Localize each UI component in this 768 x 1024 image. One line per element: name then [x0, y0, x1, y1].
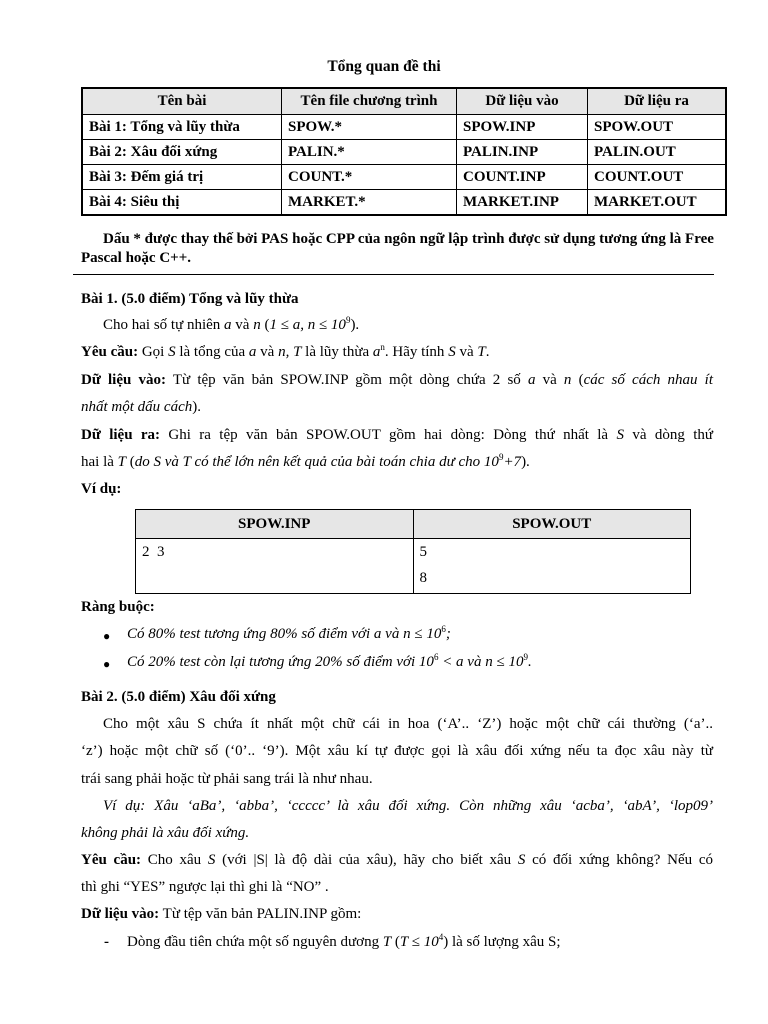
note: nhất một dấu cách [81, 399, 193, 415]
column-header: Tên file chương trình [282, 88, 457, 115]
text: Có 80% test tương ứng 80% số điểm với a và n ≤ 10 [127, 626, 442, 642]
exponent: n [380, 342, 385, 352]
text: Dòng đầu tiên chứa một số nguyên dương [127, 934, 383, 950]
text: . [527, 654, 532, 670]
problem-2-input-item-1 [127, 934, 759, 951]
bullet-icon: ● [103, 629, 111, 643]
table-row [136, 539, 691, 594]
label: Dữ liệu vào: [81, 906, 160, 922]
table-row [82, 190, 726, 216]
var: T [382, 934, 392, 950]
example-output [413, 539, 691, 594]
exponent: 9 [523, 652, 528, 662]
problem-2-desc-1: Cho một xâu S chứa ít nhất một chữ cái in hoa (‘A’.. ‘Z’) hoặc một chữ cái thường (‘a’.. [103, 716, 713, 732]
text: ; [445, 626, 451, 642]
divider [73, 274, 714, 275]
text: và [535, 372, 564, 388]
problem-2-requirement-cont: thì ghi “YES” ngược lại thì ghi là “NO” . [81, 879, 329, 895]
var: a [527, 372, 536, 388]
text: . Hãy tính [384, 344, 449, 360]
heading-text: Bài 1. (5.0 điểm) Tổng và lũy thừa [81, 291, 299, 307]
table-header-row [82, 88, 726, 115]
text: và dòng thứ [623, 427, 713, 443]
table-cell: PALIN.INP [457, 140, 588, 165]
label: Ràng buộc: [81, 599, 155, 615]
table-cell: COUNT.INP [457, 165, 588, 190]
text: là lũy thừa [301, 344, 373, 360]
table-row [82, 115, 726, 140]
text: ). [350, 317, 360, 333]
var: S [168, 344, 176, 360]
label: Yêu cầu: [81, 344, 139, 360]
exponent: 6 [441, 624, 446, 634]
var: n [253, 317, 261, 333]
var: S [616, 427, 624, 443]
table-cell: SPOW.* [282, 115, 457, 140]
var: a [248, 344, 257, 360]
column-header: Dữ liệu vào [457, 88, 588, 115]
page-title: Tổng quan đề thi [327, 58, 441, 75]
table-row [82, 165, 726, 190]
output-line: 8 [419, 570, 427, 586]
table-cell: SPOW.INP [457, 115, 588, 140]
file-extension-note: Dấu * được thay thế bởi PAS hoặc CPP của ngôn ngữ lập trình được sử dụng tương ứng là Free Pascal hoặc C++. [81, 231, 714, 266]
text: ( [126, 454, 135, 470]
example-label [81, 481, 713, 498]
text: và [455, 344, 478, 360]
text: Từ tệp văn bản SPOW.INP gồm một dòng chứa 2 số [165, 372, 528, 388]
column-header: Tên bài [82, 88, 282, 115]
text: Cho xâu [141, 852, 208, 868]
var: S [517, 852, 526, 868]
text: ). [192, 399, 201, 415]
overview-table [81, 87, 727, 216]
text: Có 20% test còn lại tương ứng 20% số điểm với 10 [127, 654, 434, 670]
condition: T ≤ 10 [399, 934, 439, 950]
problem-1-output [81, 427, 713, 444]
table-cell: SPOW.OUT [588, 115, 727, 140]
column-header: SPOW.INP [136, 510, 414, 539]
problem-2-input [81, 906, 713, 923]
exponent: 9 [345, 315, 351, 325]
table-cell: Bài 1: Tổng và lũy thừa [82, 115, 282, 140]
var: a [372, 344, 381, 360]
problem-2-requirement [81, 852, 713, 869]
problem-1-output-cont [81, 454, 713, 471]
label: Ví dụ: [81, 481, 122, 497]
text: là tổng của [175, 344, 249, 360]
exponent: 6 [433, 652, 439, 662]
text: ( [260, 317, 270, 333]
text: và [256, 344, 279, 360]
constraint-1 [127, 626, 759, 643]
dash-marker: - [104, 934, 109, 950]
problem-2-example-1: Ví dụ: Xâu ‘aBa’, ‘abba’, ‘ccccc’ là xâu đối xứng. Còn những xâu ‘acba’, ‘abA’, ‘lop09’ [103, 798, 713, 814]
output-line: 5 [419, 544, 427, 560]
var: n, T [278, 344, 302, 360]
problem-1-heading [81, 291, 713, 308]
text: hai là [81, 454, 118, 470]
table-cell: COUNT.* [282, 165, 457, 190]
text: . [485, 344, 490, 360]
text: ). [521, 454, 530, 470]
column-header: SPOW.OUT [413, 510, 691, 539]
problem-1-input [81, 372, 713, 389]
table-cell: MARKET.OUT [588, 190, 727, 216]
label: Yêu cầu: [81, 852, 142, 868]
problem-1-input-cont [81, 399, 713, 416]
column-header: Dữ liệu ra [588, 88, 727, 115]
table-cell: MARKET.* [282, 190, 457, 216]
text: Từ tệp văn bản PALIN.INP gồm: [159, 906, 362, 922]
table-cell: Bài 2: Xâu đối xứng [82, 140, 282, 165]
var: a [224, 317, 232, 333]
problem-1-intro [103, 317, 735, 334]
text: Cho hai số tự nhiên [103, 317, 225, 333]
example-table [135, 509, 691, 594]
text: và [231, 317, 254, 333]
heading-text: Bài 2. (5.0 điểm) Xâu đối xứng [81, 689, 276, 705]
problem-1-requirement [81, 344, 713, 361]
table-cell: MARKET.INP [457, 190, 588, 216]
text: ) là số lượng xâu S; [443, 934, 561, 950]
table-cell: Bài 4: Siêu thị [82, 190, 282, 216]
text: có đối xứng không? Nếu có [525, 852, 714, 868]
table-cell: Bài 3: Đếm giá trị [82, 165, 282, 190]
bullet-icon: ● [103, 657, 111, 671]
exponent: 9 [498, 452, 504, 462]
var: T [117, 454, 126, 470]
constraints-label [81, 599, 713, 616]
var: T [477, 344, 486, 360]
var: S [207, 852, 216, 868]
note: do S và T có thể lớn nên kết quả của bài toán chia dư cho 10 [134, 454, 499, 470]
problem-2-desc-2: ‘z’) hoặc một chữ số (‘0’.. ‘9’). Một xâu kí tự được gọi là xâu đối xứng nếu ta đọc xâu này từ [81, 743, 713, 759]
table-cell: PALIN.OUT [588, 140, 727, 165]
problem-2-example-2: không phải là xâu đối xứng. [81, 825, 250, 841]
problem-2-heading [81, 689, 713, 706]
text: ( [571, 372, 584, 388]
input-line: 2 3 [142, 544, 165, 560]
condition: 1 ≤ a, n ≤ 10 [269, 317, 346, 333]
label: Dữ liệu vào: [81, 372, 166, 388]
table-row [82, 140, 726, 165]
label: Dữ liệu ra: [81, 427, 161, 443]
problem-2-desc-3: trái sang phải hoặc từ phải sang trái là như nhau. [81, 771, 373, 787]
text: (với |S| là độ dài của xâu), hãy cho biết xâu [215, 852, 518, 868]
var: n [563, 372, 572, 388]
exponent: 4 [438, 932, 444, 942]
example-input [136, 539, 414, 594]
text: Gọi [138, 344, 169, 360]
note: các số cách nhau ít [583, 372, 713, 388]
text: ( [391, 934, 400, 950]
text: < a và n ≤ 10 [438, 654, 524, 670]
table-header-row [136, 510, 691, 539]
constraint-2 [127, 654, 759, 671]
table-cell: COUNT.OUT [588, 165, 727, 190]
var: S [448, 344, 456, 360]
table-cell: PALIN.* [282, 140, 457, 165]
note: +7 [503, 454, 522, 470]
text: Ghi ra tệp văn bản SPOW.OUT gồm hai dòng: Dòng thứ nhất là [160, 427, 617, 443]
